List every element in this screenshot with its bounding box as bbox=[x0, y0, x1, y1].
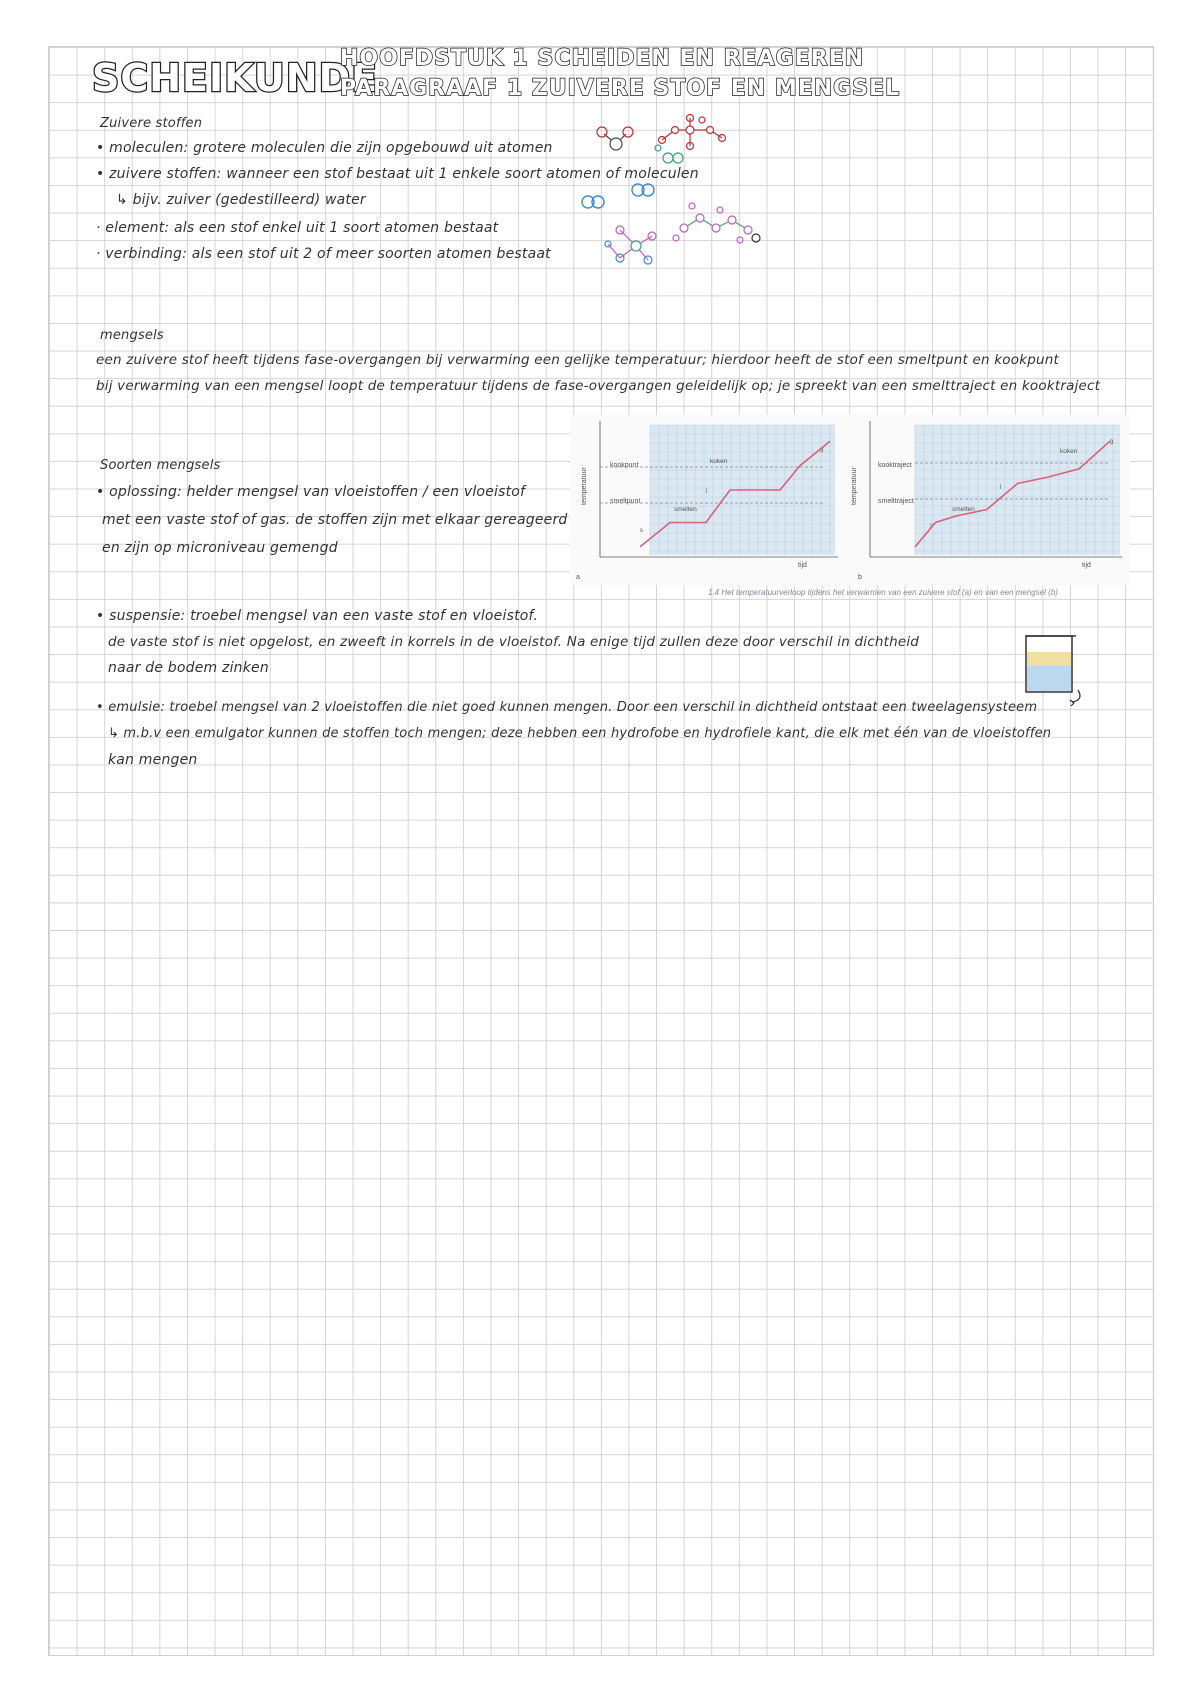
note-line: · element: als een stof enkel uit 1 soort atomen bestaat bbox=[96, 220, 499, 236]
chart-b-label-koken: koken bbox=[1060, 448, 1078, 455]
note-line: naar de bodem zinken bbox=[108, 660, 269, 676]
chart-b-label-g: g bbox=[1110, 439, 1114, 445]
chart-a-label-s: s bbox=[640, 528, 643, 534]
note-line: ↳ bijv. zuiver (gedestilleerd) water bbox=[116, 192, 366, 208]
note-line: een zuivere stof heeft tijdens fase-overgangen bij verwarming een gelijke temperatuur; hierdoor heeft de stof een smeltpunt en kookpunt bbox=[96, 352, 1060, 368]
figure-caption: 1.4 Het temperatuurverloop tijdens het verwarmen van een zuivere stof (a) en van een mengsel (b) bbox=[708, 588, 1058, 597]
chapter-title: HOOFDSTUK 1 SCHEIDEN EN REAGEREN bbox=[340, 46, 865, 71]
note-line: · verbinding: als een stof uit 2 of meer soorten atomen bestaat bbox=[96, 246, 551, 262]
beaker-icon bbox=[1020, 630, 1090, 708]
note-line: • moleculen: grotere moleculen die zijn opgebouwd uit atomen bbox=[96, 140, 553, 156]
chart-b-xlabel: tijd bbox=[1082, 562, 1091, 569]
chart-b bbox=[851, 421, 1122, 581]
note-line: ↳ m.b.v een emulgator kunnen de stoffen toch mengen; deze hebben een hydrofobe en hydrofiele kant, die elk met één van de vloeistoffen bbox=[108, 726, 1052, 741]
section-heading-zuivere-stoffen: Zuivere stoffen bbox=[100, 116, 203, 131]
chart-a-label-g: g bbox=[820, 447, 824, 453]
molecule-oxygen-icon bbox=[582, 184, 654, 208]
chart-b-plot-bg bbox=[915, 425, 1120, 555]
chart-a-panel-label: a bbox=[576, 574, 580, 581]
chart-b-panel-label: b bbox=[858, 574, 862, 581]
molecule-glucose-icon bbox=[659, 115, 726, 150]
chart-b-label-s: s bbox=[930, 523, 933, 529]
temperature-figure bbox=[570, 415, 1130, 585]
chart-b-label-smelttraject: smelttraject bbox=[878, 498, 914, 505]
chart-a-ylabel: temperatuur bbox=[581, 467, 588, 505]
chart-b-label-l: l bbox=[1000, 485, 1002, 491]
graph-paper-background bbox=[48, 46, 1154, 1656]
note-line: • emulsie: troebel mengsel van 2 vloeistoffen die niet goed kunnen mengen. Door een verschil in dichtheid ontstaat een tweelagensysteem bbox=[96, 700, 1038, 715]
molecule-structure-icon bbox=[605, 226, 656, 264]
note-line: de vaste stof is niet opgelost, en zweeft in korrels in de vloeistof. Na enige tijd zullen deze door verschil in dichtheid bbox=[108, 634, 920, 650]
note-line: bij verwarming van een mengsel loopt de temperatuur tijdens de fase-overgangen geleidelijk op; je spreekt van een smelttraject en kooktraject bbox=[96, 378, 1101, 394]
section-heading-mengsels: mengsels bbox=[100, 328, 164, 343]
molecule-illustrations bbox=[580, 110, 800, 280]
chart-b-ylabel: temperatuur bbox=[851, 467, 858, 505]
note-line: • oplossing: helder mengsel van vloeistoffen / een vloeistof bbox=[96, 484, 526, 500]
chart-a-label-l: l bbox=[706, 489, 708, 495]
molecule-chain-icon bbox=[610, 203, 760, 243]
chart-a bbox=[576, 421, 838, 581]
chart-a-label-smeltpunt: smeltpunt bbox=[610, 498, 641, 505]
chart-a-label-kookpunt: kookpunt bbox=[610, 462, 639, 469]
chart-b-label-smelten: smelten bbox=[952, 506, 975, 513]
paragraph-title: PARAGRAAF 1 ZUIVERE STOF EN MENGSEL bbox=[340, 76, 901, 101]
chart-a-xlabel: tijd bbox=[798, 562, 807, 569]
section-heading-soorten-mengsels: Soorten mengsels bbox=[100, 458, 221, 473]
note-line: • suspensie: troebel mengsel van een vaste stof en vloeistof. bbox=[96, 608, 539, 624]
note-line: met een vaste stof of gas. de stoffen zijn met elkaar gereageerd bbox=[102, 512, 568, 528]
molecule-water-icon bbox=[597, 127, 633, 150]
temperature-charts-svg bbox=[570, 415, 1130, 585]
note-line: kan mengen bbox=[108, 752, 198, 768]
note-line: • zuivere stoffen: wanneer een stof bestaat uit 1 enkele soort atomen of moleculen bbox=[96, 166, 699, 182]
subject-title: SCHEIKUNDE bbox=[92, 56, 379, 100]
note-line: en zijn op microniveau gemengd bbox=[102, 540, 338, 556]
molecule-small-green-icon bbox=[655, 145, 683, 163]
chart-a-label-smelten: smelten bbox=[674, 506, 697, 513]
chart-b-label-kooktraject: kooktraject bbox=[878, 462, 912, 469]
chart-a-label-koken: koken bbox=[710, 458, 728, 465]
